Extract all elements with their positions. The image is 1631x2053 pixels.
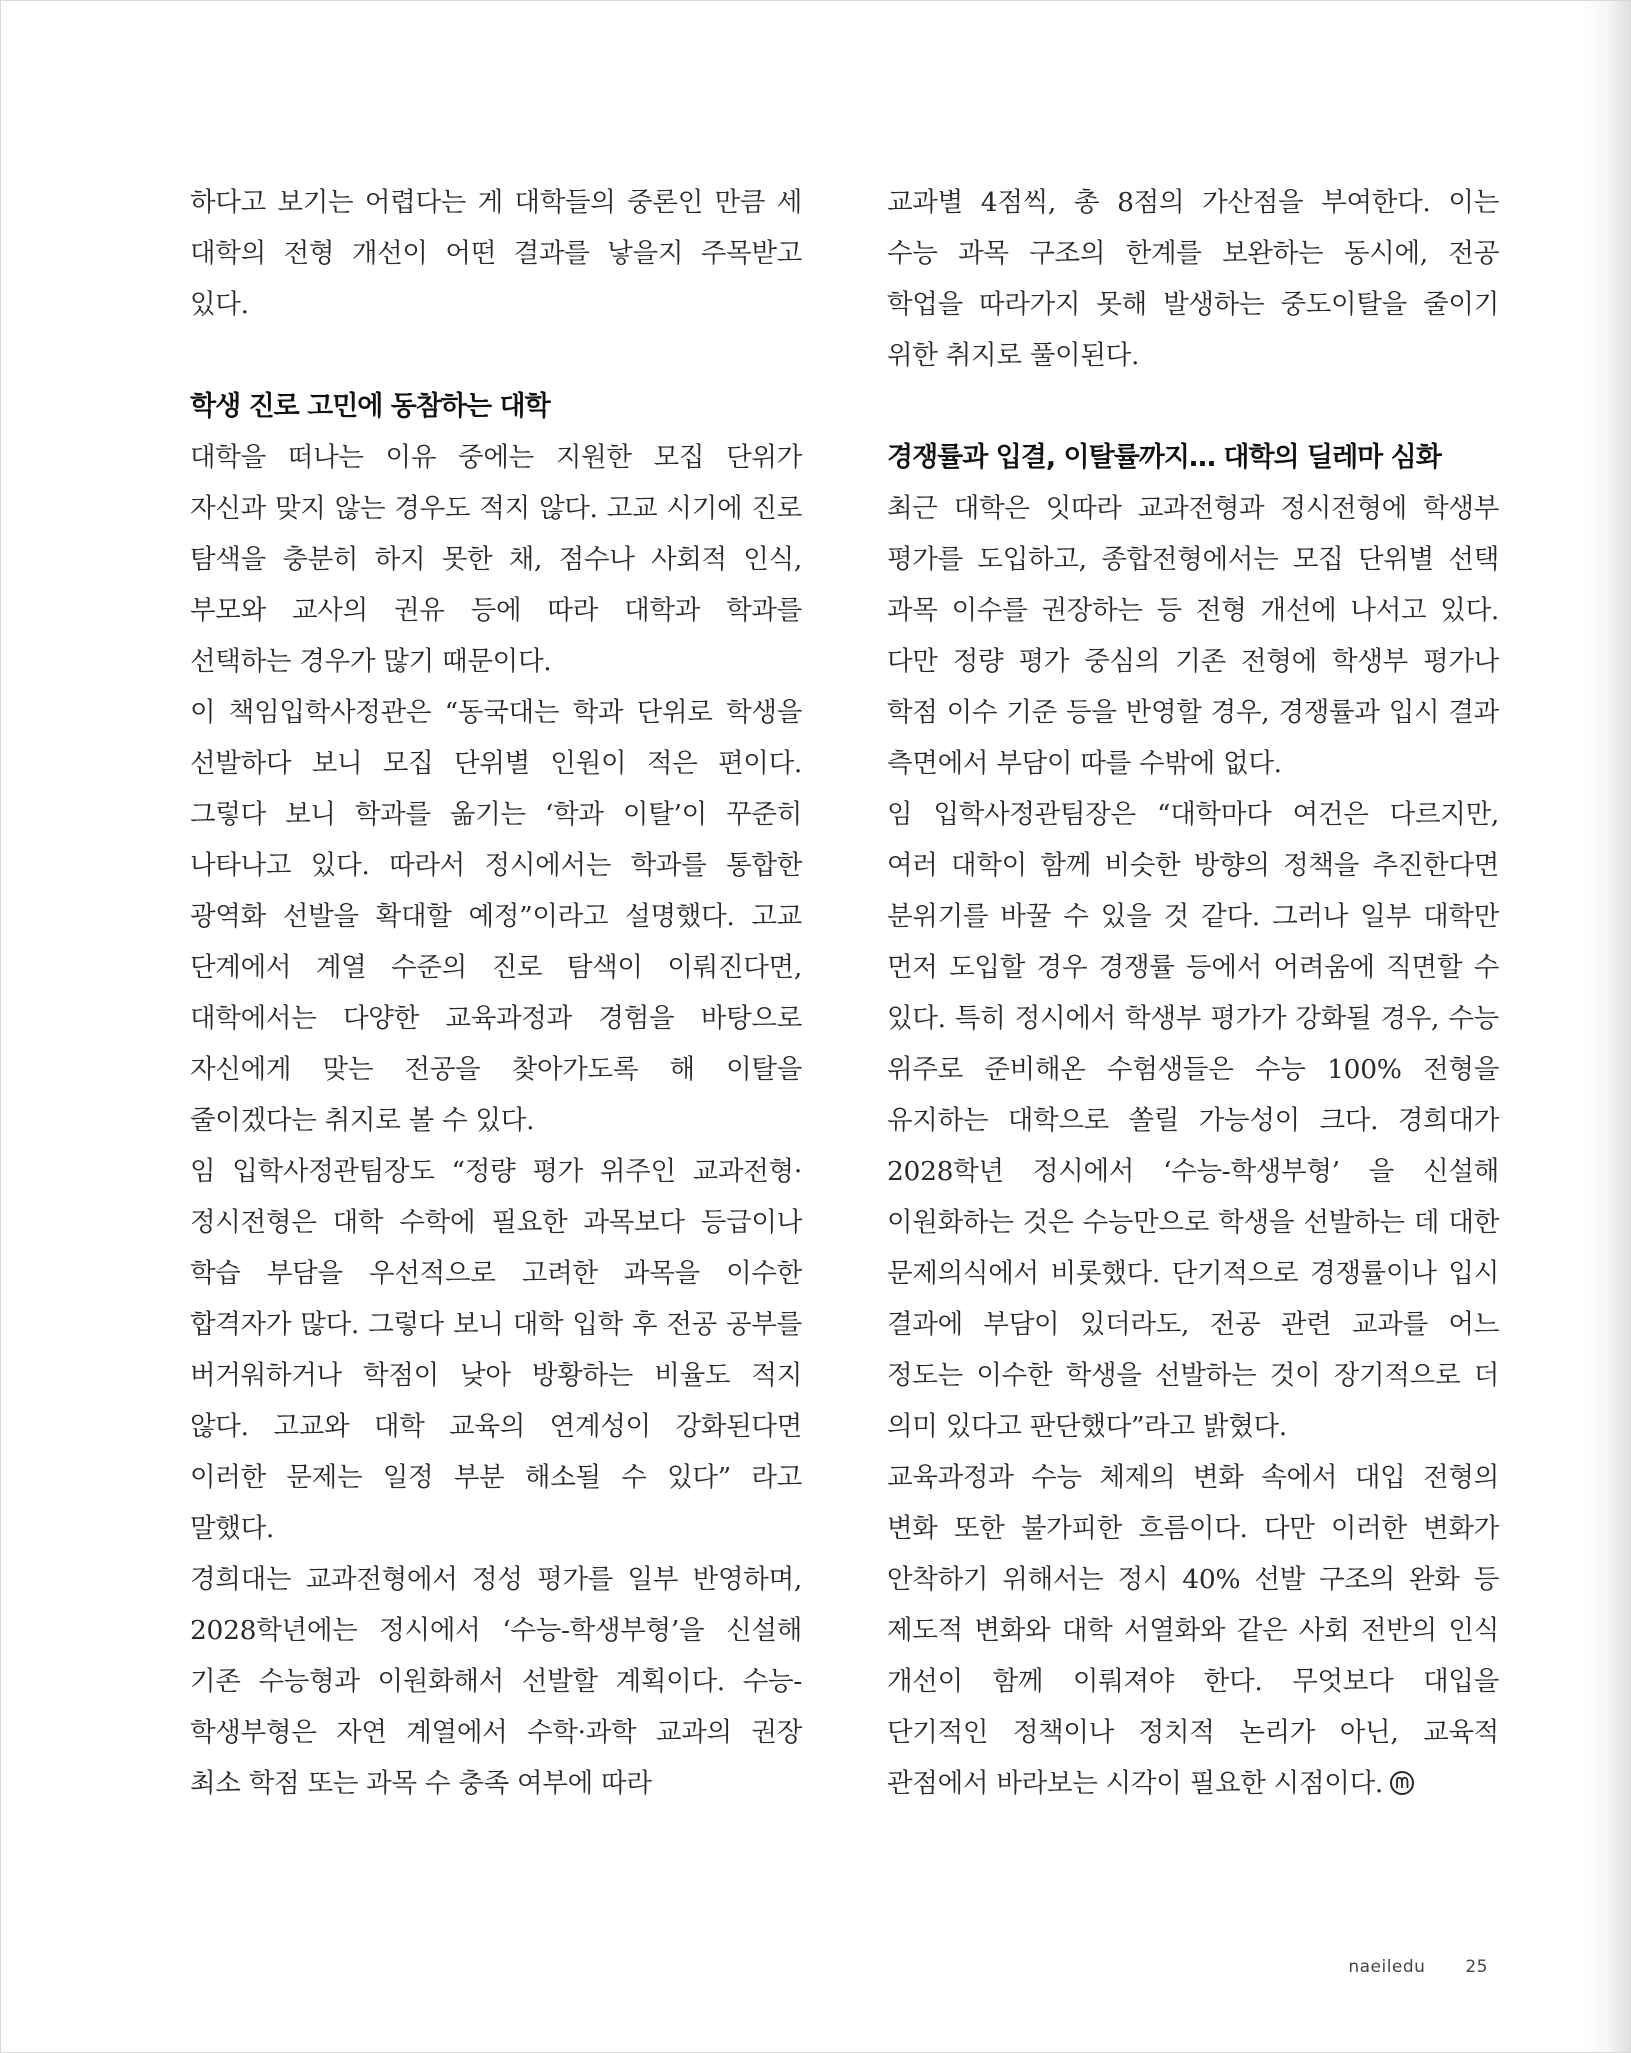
page-number: 25 [1465, 1957, 1488, 1977]
page-footer [1348, 1957, 1488, 1977]
page-edge-shadow [1582, 1, 1630, 2053]
body-paragraph: 이 책임입학사정관은 “동국대는 학과 단위로 학생을 선발하다 보니 모집 단위별 인원이 적은 편이다. 그렇다 보니 학과를 옮기는 ‘학과 이탈’이 꾸준히 나타나고 있다. 따라서 정시에서는 학과를 통합한 광역화 선발을 확대할 예정”이라고 설명했다. 고교 단계에서 계열 수준의 진로 탐색이 이뤄진다면, 대학에서는 다양한 교육과정과 경험을 바탕으로 자신에게 맞는 전공을 찾아가도록 해 이탈을 줄이겠다는 취지로 볼 수 있다. [190, 697, 802, 1136]
left-column [190, 177, 802, 1809]
intro-paragraph: 하다고 보기는 어렵다는 게 대학들의 중론인 만큼 세 대학의 전형 개선이 어떤 결과를 낳을지 주목받고 있다. [190, 187, 802, 320]
right-column [887, 177, 1499, 1809]
body-paragraph: 임 입학사정관팀장은 “대학마다 여건은 다르지만, 여러 대학이 함께 비슷한 방향의 정책을 추진한다면 분위기를 바꿀 수 있을 것 같다. 그러나 일부 대학만 먼저 도입할 경우 경쟁률 등에서 어려움에 직면할 수 있다. 특히 정시에서 학생부 평가가 강화될 경우, 수능 위주로 준비해온 수험생들은 수능 100% 전형을 유지하는 대학으로 쏠릴 가능성이 크다. 경희대가 2028학년 정시에서 ‘수능-학생부형’ 을 신설해 이원화하는 것은 수능만으로 학생을 선발하는 데 대한 문제의식에서 비롯했다. 단기적으로 경쟁률이나 입시 결과에 부담이 있더라도, 전공 관련 교과를 어느 정도는 이수한 학생을 선발하는 것이 장기적으로 더 의미 있다고 판단했다”라고 밝혔다. [887, 799, 1499, 1442]
intro-paragraph: 교과별 4점씩, 총 8점의 가산점을 부여한다. 이는 수능 과목 구조의 한계를 보완하는 동시에, 전공 학업을 따라가지 못해 발생하는 중도이탈을 줄이기 위한 취지로 풀이된다. [887, 187, 1499, 371]
body-paragraph: 최근 대학은 잇따라 교과전형과 정시전형에 학생부 평가를 도입하고, 종합전형에서는 모집 단위별 선택 과목 이수를 권장하는 등 전형 개선에 나서고 있다. 다만 정량 평가 중심의 기존 전형에 학생부 평가나 학점 이수 기준 등을 반영할 경우, 경쟁률과 입시 결과 측면에서 부담이 따를 수밖에 없다. [887, 493, 1499, 779]
closing-text: 교육과정과 수능 체제의 변화 속에서 대입 전형의 변화 또한 불가피한 흐름이다. 다만 이러한 변화가 안착하기 위해서는 정시 40% 선발 구조의 완화 등 제도적 변화와 대학 서열화와 같은 사회 전반의 인식 개선이 함께 이뤄져야 한다. 무엇보다 대입을 단기적인 정책이나 정치적 논리가 아닌, 교육적 관점에서 바라보는 시각이 필요한 시점이다. [887, 1462, 1499, 1799]
section-heading: 학생 진로 고민에 동참하는 대학 [190, 391, 550, 422]
body-paragraph: 임 입학사정관팀장도 “정량 평가 위주인 교과전형·정시전형은 대학 수학에 필요한 과목보다 등급이나 학습 부담을 우선적으로 고려한 과목을 이수한 합격자가 많다. 그렇다 보니 대학 입학 후 전공 공부를 버거워하거나 학점이 낮아 방황하는 비율도 적지 않다. 고교와 대학 교육의 연계성이 강화된다면 이러한 문제는 일정 부분 해소될 수 있다” 라고 말했다. [190, 1156, 802, 1544]
body-paragraph: 대학을 떠나는 이유 중에는 지원한 모집 단위가 자신과 맞지 않는 경우도 적지 않다. 고교 시기에 진로 탐색을 충분히 하지 못한 채, 점수나 사회적 인식, 부모와 교사의 권유 등에 따라 대학과 학과를 선택하는 경우가 많기 때문이다. [190, 442, 802, 677]
section-heading: 경쟁률과 입결, 이탈률까지… 대학의 딜레마 심화 [887, 442, 1441, 473]
magazine-name: naeiledu [1348, 1957, 1426, 1977]
body-paragraph [887, 1452, 1499, 1809]
body-paragraph: 경희대는 교과전형에서 정성 평가를 일부 반영하며, 2028학년에는 정시에서 ‘수능-학생부형’을 신설해 기존 수능형과 이원화해서 선발할 계획이다. 수능-학생부형은 자연 계열에서 수학·과학 교과의 권장 최소 학점 또는 과목 수 충족 여부에 따라 [190, 1564, 802, 1799]
end-mark-icon [1389, 1770, 1415, 1796]
